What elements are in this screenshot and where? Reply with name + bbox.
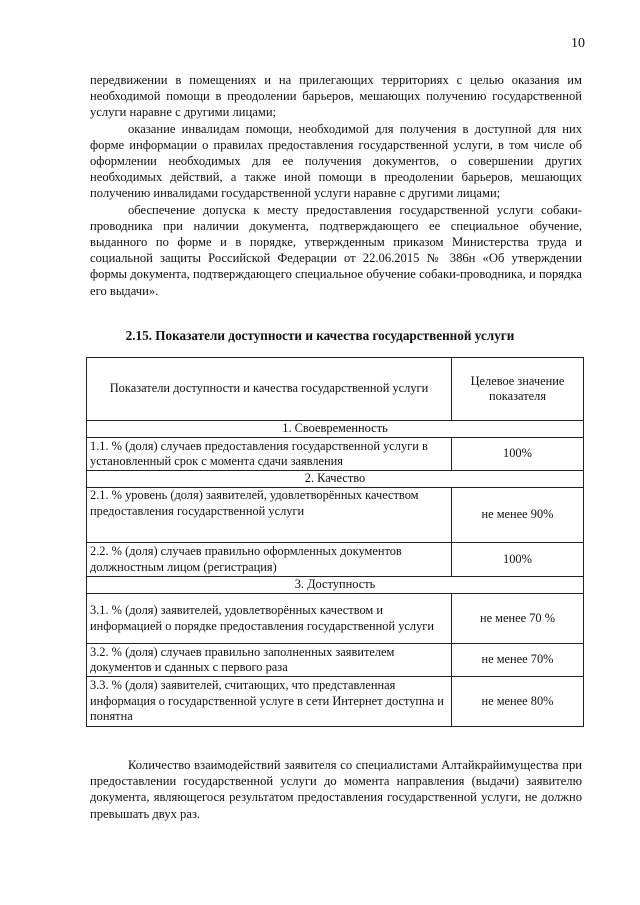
table-row bbox=[87, 438, 584, 471]
group-row bbox=[87, 577, 584, 594]
indicator-value: не менее 70 % bbox=[452, 594, 584, 644]
indicator-value: не менее 90% bbox=[452, 488, 584, 543]
indicators-table bbox=[86, 357, 584, 727]
section-heading: 2.15. Показатели доступности и качества государственной услуги bbox=[125, 328, 515, 343]
group-row bbox=[87, 471, 584, 488]
table-row bbox=[87, 677, 584, 727]
paragraph: Количество взаимодействий заявителя со специалистами Алтайкрайимущества при предоставлении государственной услуги до момента направления (выдачи) заявителю документа, являющегося результатом предоставления государственной услуги, не должно превышать двух раз. bbox=[90, 758, 582, 821]
indicator-value: не менее 70% bbox=[452, 644, 584, 677]
group-title: 2. Качество bbox=[87, 471, 584, 488]
indicator-text: 3.1. % (доля) заявителей, удовлетворённых качеством и информацией о порядке предоставления государственной услуги bbox=[87, 594, 452, 644]
table-row bbox=[87, 644, 584, 677]
top-paragraphs bbox=[90, 72, 582, 299]
indicator-value: 100% bbox=[452, 438, 584, 471]
table-header-row bbox=[87, 358, 584, 421]
indicator-value: 100% bbox=[452, 543, 584, 577]
table-row bbox=[87, 543, 584, 577]
page-number: 10 bbox=[571, 36, 585, 51]
paragraph: оказание инвалидам помощи, необходимой для получения в доступной для них форме информации о правилах предоставления государственной услуги, в том числе об оформлении необходимых для ее получения документов, о совершении других необходимых действий, а также иной помощи в преодолении барьеров, мешающих получению инвалидами государственной услуги наравне с другими лицами; bbox=[90, 121, 582, 201]
indicator-text: 3.2. % (доля) случаев правильно заполненных заявителем документов и сданных с первого раза bbox=[87, 644, 452, 677]
group-row bbox=[87, 421, 584, 438]
table-row bbox=[87, 488, 584, 543]
group-title: 3. Доступность bbox=[87, 577, 584, 594]
paragraph: передвижении в помещениях и на прилегающих территориях с целью оказания им необходимой помощи в преодолении барьеров, мешающих получению государственной услуги наравне с другими лицами; bbox=[90, 73, 582, 120]
indicator-text: 1.1. % (доля) случаев предоставления государственной услуги в установленный срок с момента сдачи заявления bbox=[87, 438, 452, 471]
group-title: 1. Своевременность bbox=[87, 421, 584, 438]
indicator-value: не менее 80% bbox=[452, 677, 584, 727]
indicator-text: 2.2. % (доля) случаев правильно оформленных документов должностным лицом (регистрация) bbox=[87, 543, 452, 577]
bottom-paragraph-block bbox=[90, 757, 582, 822]
indicator-text: 2.1. % уровень (доля) заявителей, удовлетворённых качеством предоставления государственной услуги bbox=[87, 488, 452, 543]
header-target-value: Целевое значение показателя bbox=[452, 358, 584, 421]
table-row bbox=[87, 594, 584, 644]
paragraph: обеспечение допуска к месту предоставления государственной услуги собаки-проводника при наличии документа, подтверждающего ее специальное обучение, выданного по форме и в порядке, утвержденным приказом Министерства труда и социальной защиты Российской Федерации от 22.06.2015 № 386н «Об утверждении формы документа, подтверждающего специальное обучение собаки-проводника, и порядка его выдачи». bbox=[90, 202, 582, 298]
header-indicator: Показатели доступности и качества государственной услуги bbox=[87, 358, 452, 421]
indicator-text: 3.3. % (доля) заявителей, считающих, что представленная информация о государственной услуге в сети Интернет доступна и понятна bbox=[87, 677, 452, 727]
